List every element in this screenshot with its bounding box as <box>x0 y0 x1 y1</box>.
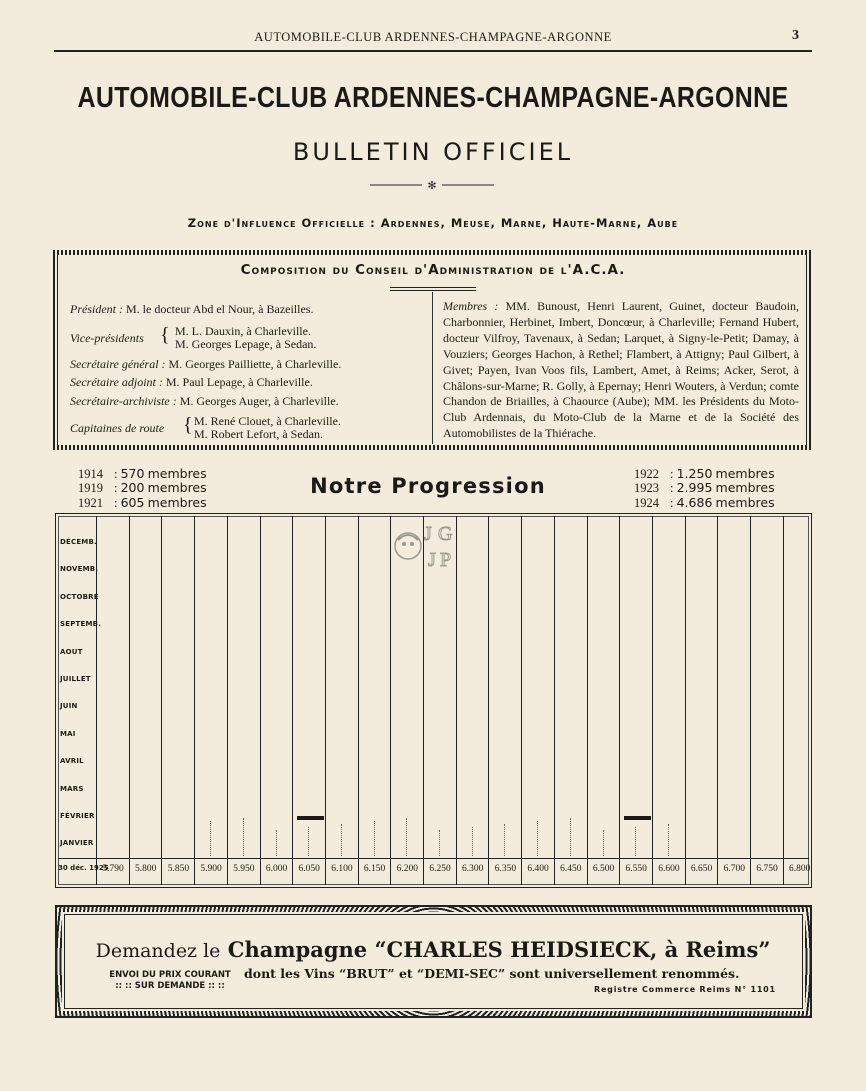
council-title: Composition du Conseil d'Administration de l'A.C.A. <box>240 262 626 278</box>
progression-row: 1914 : 570 membres <box>78 466 207 481</box>
dotted-tick <box>243 818 244 856</box>
council-column-divider <box>432 292 433 444</box>
running-head: AUTOMOBILE-CLUB ARDENNES-CHAMPAGNE-ARGONNE <box>254 30 612 44</box>
advert-lead: Demandez le <box>95 940 221 962</box>
year: 1914 <box>78 467 103 481</box>
x-tick-label: 6.550 <box>625 864 647 874</box>
month-label: SEPTEMB. <box>60 620 102 629</box>
library-stamp <box>388 518 478 576</box>
chart-column-line <box>652 516 653 885</box>
x-tick-label: 5.790 <box>102 864 124 874</box>
month-label: MAI <box>60 729 76 738</box>
captains-role: Capitaines de route <box>70 421 165 435</box>
chart-column-line <box>227 516 228 885</box>
svg-text:J: J <box>424 523 432 545</box>
x-tick-label: 5.800 <box>135 864 157 874</box>
masthead-title: AUTOMOBILE-CLUB ARDENNES-CHAMPAGNE-ARGONNE <box>77 82 789 114</box>
x-tick-label: 6.250 <box>429 864 451 874</box>
captain2: M. Robert Lefort, à Sedan. <box>194 427 323 441</box>
dotted-tick <box>341 824 342 856</box>
year: 1923 <box>634 481 659 496</box>
x-tick-label: 5.950 <box>233 864 255 874</box>
month-label: AOUT <box>60 647 83 656</box>
zone-line: Zone d'Influence Officielle : Ardennes, Meuse, Marne, Haute-Marne, Aube <box>187 216 679 230</box>
month-label: FÉVRIER <box>60 812 95 820</box>
x-tick-label: 6.650 <box>690 864 713 874</box>
year: 1919 <box>78 481 103 496</box>
x-tick-label: 6.500 <box>592 864 615 874</box>
page-number: 3 <box>792 28 799 43</box>
dotted-tick <box>276 830 277 856</box>
x-tick-label: 6.700 <box>723 864 745 874</box>
chart-column-line <box>750 516 751 885</box>
president-line <box>70 302 313 317</box>
advert-headline <box>0 937 866 962</box>
progression-right <box>634 467 775 510</box>
advert-brand: Champagne “CHARLES HEIDSIECK, à Reims” <box>227 937 771 962</box>
value-mark <box>297 816 324 820</box>
count: 4.686 <box>676 494 713 510</box>
ornament-divider <box>370 178 494 192</box>
members-paragraph <box>443 299 799 442</box>
chart-column-line <box>685 516 686 885</box>
dotted-tick <box>570 818 571 856</box>
unit: membres <box>715 466 775 481</box>
year: 1921 <box>78 495 103 510</box>
archivist-line <box>70 394 339 409</box>
progression-row: 1919 : 200 membres <box>78 480 207 496</box>
unit: membres <box>715 494 775 510</box>
chart-column-line <box>292 516 293 885</box>
progression-row: 1922 : 1.250 membres <box>634 466 775 481</box>
vp2: M. Georges Lepage, à Sedan. <box>175 337 317 351</box>
vp-brace: { <box>160 324 170 346</box>
year: 1924 <box>634 495 659 510</box>
progression-row: 1924 : 4.686 membres <box>634 494 775 510</box>
secgen-role: Secrétaire général : <box>70 357 166 371</box>
secgen-name: M. Georges Pailliette, à Charleville. <box>168 357 342 371</box>
count: 1.250 <box>676 466 713 481</box>
dotted-tick <box>635 827 636 856</box>
advert-price-note <box>108 970 232 992</box>
svg-text:G: G <box>438 523 453 545</box>
svg-text:✻: ✻ <box>427 180 437 192</box>
dotted-tick <box>472 827 473 856</box>
dotted-tick <box>308 827 309 856</box>
dotted-tick <box>537 821 538 856</box>
dotted-tick <box>504 824 505 856</box>
month-label: NOVEMB. <box>60 565 99 574</box>
svg-text:J: J <box>428 549 436 571</box>
secadj-role: Secrétaire adjoint : <box>70 375 163 389</box>
chart-date-label: 30 déc. 1925 <box>58 864 109 872</box>
advert-note-line1: ENVOI DU PRIX COURANT <box>109 970 231 980</box>
members-list: MM. Bunoust, Henri Laurent, Guinet, docteur Baudoin, Charbonnier, Herbinet, Imbert, Doncœur, à Charleville; Fernand Hubert, docteur Vilfroy, Tavenaux, à Sedan; Larquet, à Signy-le-Petit; Damay, à Vouziers; Georges Hachon, à Rethel; Flambert, à Attigny; Paul Gilbert, à Givet; Payen, Ivan Voos fils, Lambert, Amet, à Reims; Acker, Serot, à Châlons-sur-Marne; R. Golly, à Epernay; Henri Wouters, à Verdun; comte Chandon de Briailles, à Chaource (Aube); MM. les Présidents du Moto-Club Ardennais, du Moto-Club de la Marne et de la Société des Automobilistes de la Thiérache. <box>443 299 799 441</box>
count: 200 <box>120 480 145 496</box>
dotted-tick <box>603 830 604 856</box>
chart-column-line <box>96 516 97 885</box>
progression-row: 1921 : 605 membres <box>78 494 207 510</box>
month-label: AVRIL <box>60 757 84 766</box>
captain1: M. René Clouet, à Charleville. <box>194 414 341 428</box>
x-tick-label: 6.750 <box>756 864 778 874</box>
x-tick-label: 6.450 <box>560 864 582 874</box>
svg-text:P: P <box>440 549 452 571</box>
chart-column-line <box>194 516 195 885</box>
month-label: JUILLET <box>60 675 91 683</box>
chart-column-line <box>587 516 588 885</box>
advert-registry: Registre Commerce Reims N° 1101 <box>594 985 776 994</box>
secretary-general-line <box>70 357 341 372</box>
month-label: JANVIER <box>60 839 94 848</box>
year: 1922 <box>634 467 659 481</box>
masthead-subtitle: BULLETIN OFFICIEL <box>292 138 574 166</box>
vp1: M. L. Dauxin, à Charleville. <box>175 324 311 338</box>
x-tick-label: 6.150 <box>363 864 386 874</box>
chart-column-line <box>129 516 130 885</box>
x-tick-label: 6.600 <box>658 864 680 874</box>
chart-column-line <box>717 516 718 885</box>
progression-row: 1923 : 2.995 membres <box>634 480 775 496</box>
dotted-tick <box>374 821 375 856</box>
month-label: JUIN <box>60 702 78 711</box>
captains-brace: { <box>183 414 193 436</box>
unit: membres <box>147 466 207 481</box>
month-label: OCTOBRE <box>60 592 99 601</box>
chart-column-line <box>358 516 359 885</box>
president-role: Président : <box>70 302 123 316</box>
month-label: DÉCEMB. <box>60 538 97 546</box>
chart-baseline <box>58 858 809 859</box>
x-tick-label: 6.350 <box>494 864 517 874</box>
x-tick-label: 5.850 <box>167 864 190 874</box>
count: 605 <box>120 494 145 510</box>
members-role: Membres : <box>443 299 499 313</box>
header-rule <box>54 50 812 52</box>
x-tick-label: 6.000 <box>265 864 288 874</box>
x-tick-label: 6.400 <box>527 864 549 874</box>
value-mark <box>624 816 651 820</box>
chart-column-line <box>554 516 555 885</box>
chart-column-line <box>619 516 620 885</box>
council-title-rule <box>390 287 476 288</box>
x-tick-label: 6.300 <box>462 864 484 874</box>
x-tick-label: 6.800 <box>789 864 811 874</box>
x-tick-label: 6.050 <box>298 864 320 874</box>
x-tick-label: 5.900 <box>200 864 222 874</box>
dotted-tick <box>439 830 440 856</box>
secadj-name: M. Paul Lepage, à Charleville. <box>165 375 313 389</box>
progression-title: Notre Progression <box>310 474 546 498</box>
chart-column-line <box>783 516 784 885</box>
dotted-tick <box>668 824 669 856</box>
x-tick-label: 6.100 <box>331 864 353 874</box>
x-tick-label: 6.200 <box>396 864 418 874</box>
unit: membres <box>715 480 775 496</box>
chart-column-line <box>260 516 261 885</box>
month-label: MARS <box>60 784 84 793</box>
advert-note-line2: :: :: SUR DEMANDE :: :: <box>115 981 225 991</box>
dotted-tick <box>210 821 211 856</box>
dotted-tick <box>406 818 407 856</box>
council-title-rule-2 <box>390 290 476 291</box>
chart-column-line <box>488 516 489 885</box>
chart-column-line <box>521 516 522 885</box>
unit: membres <box>147 480 207 496</box>
count: 2.995 <box>676 480 713 496</box>
unit: membres <box>147 494 207 510</box>
vp-role: Vice-présidents <box>70 331 144 345</box>
chart-column-line <box>325 516 326 885</box>
count: 570 <box>120 466 145 481</box>
archiv-role: Secrétaire-archiviste : <box>70 394 177 408</box>
secretary-adjoint-line <box>70 375 313 390</box>
president-name: M. le docteur Abd el Nour, à Bazeilles. <box>126 302 314 316</box>
chart-column-line <box>161 516 162 885</box>
archiv-name: M. Georges Auger, à Charleville. <box>179 394 339 408</box>
advert-tagline: dont les Vins “BRUT” et “DEMI-SEC” sont universellement renommés. <box>244 966 740 981</box>
